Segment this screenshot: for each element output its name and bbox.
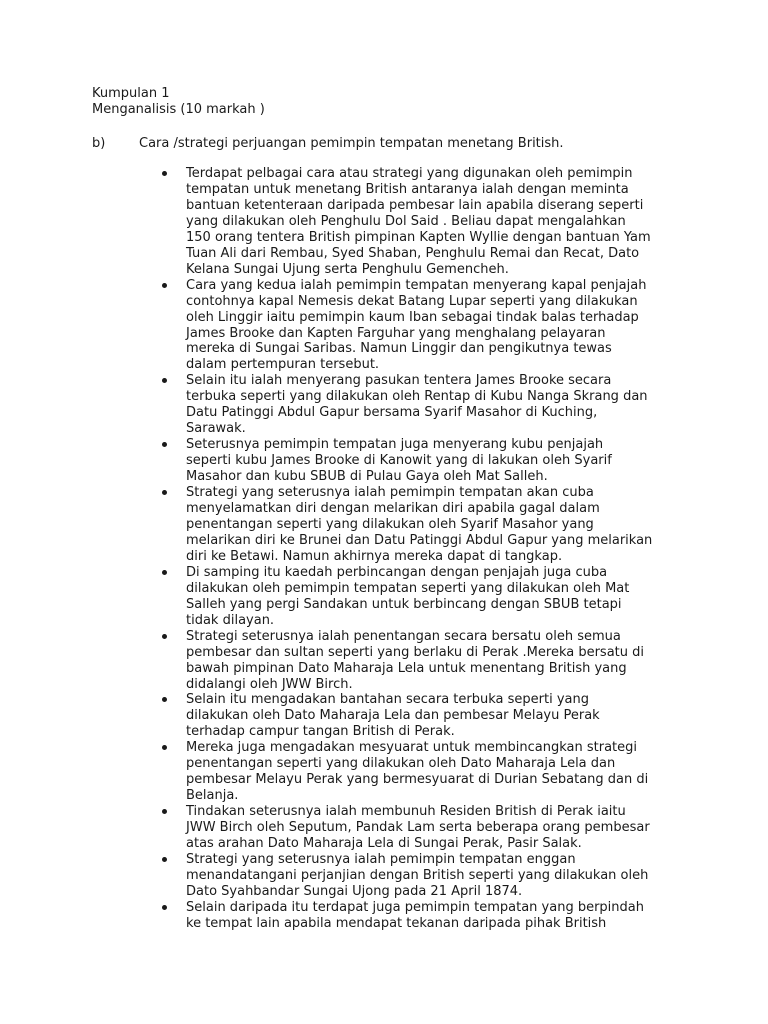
bullet-text-line: Tindakan seterusnya ialah membunuh Residen British di Perak iaitu (186, 804, 626, 820)
bullet-text-line: Seterusnya pemimpin tempatan juga menyerang kubu penjajah (186, 437, 604, 453)
bullet-dot-icon (162, 442, 167, 447)
bullet-item (160, 629, 705, 693)
bullet-dot-icon (162, 905, 167, 910)
bullet-item (160, 852, 705, 900)
bullet-text-line: melarikan diri ke Brunei dan Datu Patinggi Abdul Gapur yang melarikan (186, 532, 653, 548)
bullet-text-line: seperti kubu James Brooke di Kanowit yang di lakukan oleh Syarif (186, 453, 612, 469)
section-heading: Menganalisis (10 markah ) (92, 102, 265, 117)
bullet-text-line: pembesar dan sultan seperti yang berlaku di Perak .Mereka bersatu di (186, 644, 645, 660)
bullet-text-line: Selain daripada itu terdapat juga pemimpin tempatan yang berpindah (186, 899, 644, 915)
bullet-text-line: menandatangani perjanjian dengan British seperti yang dilakukan oleh (186, 867, 649, 883)
bullet-text-line: contohnya kapal Nemesis dekat Batang Lupar seperti yang dilakukan (186, 293, 638, 309)
bullet-text-line: Dato Syahbandar Sungai Ujong pada 21 April 1874. (186, 883, 523, 899)
bullet-text-line: Datu Patinggi Abdul Gapur bersama Syarif Masahor di Kuching, (186, 405, 598, 421)
bullet-dot-icon (162, 697, 167, 702)
bullet-text-line: Mereka juga mengadakan mesyuarat untuk membincangkan strategi (186, 740, 638, 756)
question-label: b) (92, 136, 106, 151)
bullet-item (160, 565, 705, 629)
bullet-dot-icon (162, 857, 167, 862)
bullet-item (160, 485, 705, 565)
bullet-text-line: Cara yang kedua ialah pemimpin tempatan menyerang kapal penjajah (186, 277, 647, 293)
bullet-text-line: Di samping itu kaedah perbincangan dengan penjajah juga cuba (186, 564, 608, 580)
strategy-bullet-list (160, 166, 705, 932)
bullet-text-line: ke tempat lain apabila mendapat tekanan daripada pihak British (186, 915, 607, 931)
bullet-text-line: diri ke Betawi. Namun akhirnya mereka dapat di tangkap. (186, 548, 563, 564)
bullet-text-line: bawah pimpinan Dato Maharaja Lela untuk menentang British yang (186, 660, 627, 676)
bullet-text-line: mereka di Sungai Saribas. Namun Linggir dan pengikutnya tewas (186, 341, 612, 357)
bullet-text-line: terbuka seperti yang dilakukan oleh Rentap di Kubu Nanga Skrang dan (186, 389, 648, 405)
bullet-text-line: oleh Linggir iaitu pemimpin kaum Iban sebagai tindak balas terhadap (186, 309, 639, 325)
bullet-text-line: Terdapat pelbagai cara atau strategi yang digunakan oleh pemimpin (186, 166, 633, 181)
bullet-item (160, 437, 705, 485)
bullet-text-line: dilakukan oleh pemimpin tempatan seperti yang dilakukan oleh Mat (186, 580, 630, 596)
bullet-text-line: dalam pertempuran tersebut. (186, 357, 380, 373)
bullet-item (160, 804, 705, 852)
bullet-dot-icon (162, 283, 167, 288)
bullet-text-line: Strategi seterusnya ialah penentangan secara bersatu oleh semua (186, 628, 621, 644)
bullet-text-line: yang dilakukan oleh Penghulu Dol Said . Beliau dapat mengalahkan (186, 213, 626, 229)
bullet-text-line: pembesar Melayu Perak yang bermesyuarat di Durian Sebatang dan di (186, 772, 649, 788)
bullet-text-line: atas arahan Dato Maharaja Lela di Sungai Perak, Pasir Salak. (186, 836, 582, 852)
question-title: Cara /strategi perjuangan pemimpin tempatan menetang British. (139, 136, 564, 151)
bullet-text-line: Strategi yang seterusnya ialah pemimpin tempatan akan cuba (186, 485, 594, 501)
bullet-dot-icon (162, 745, 167, 750)
bullet-text-line: terhadap campur tangan British di Perak. (186, 724, 455, 740)
bullet-text-line: dilakukan oleh Dato Maharaja Lela dan pembesar Melayu Perak (186, 708, 600, 724)
bullet-text-line: James Brooke dan Kapten Farguhar yang menghalang pelayaran (186, 325, 606, 341)
bullet-text-line: Belanja. (186, 788, 239, 804)
bullet-text-line: Strategi yang seterusnya ialah pemimpin tempatan enggan (186, 851, 576, 867)
bullet-text-line: Sarawak. (186, 421, 246, 437)
group-heading: Kumpulan 1 (92, 86, 170, 101)
bullet-item (160, 740, 705, 804)
bullet-item (160, 278, 705, 374)
bullet-text-line: Selain itu ialah menyerang pasukan tentera James Brooke secara (186, 373, 612, 389)
bullet-dot-icon (162, 378, 167, 383)
bullet-text-line: penentangan seperti yang dilakukan oleh Dato Maharaja Lela dan (186, 756, 616, 772)
bullet-text-line: didalangi oleh JWW Birch. (186, 676, 353, 692)
bullet-text-line: Kelana Sungai Ujung serta Penghulu Gemencheh. (186, 261, 509, 277)
bullet-item (160, 166, 705, 278)
bullet-text-line: menyelamatkan diri dengan melarikan diri apabila gagal dalam (186, 501, 600, 517)
bullet-text-line: penentangan seperti yang dilakukan oleh Syarif Masahor yang (186, 516, 594, 532)
bullet-dot-icon (162, 634, 167, 639)
bullet-text-line: 150 orang tentera British pimpinan Kapten Wyllie dengan bantuan Yam (186, 229, 651, 245)
bullet-text-line: tempatan untuk menetang British antaranya ialah dengan meminta (186, 181, 629, 197)
bullet-item (160, 692, 705, 740)
bullet-text-line: Selain itu mengadakan bantahan secara terbuka seperti yang (186, 692, 589, 708)
bullet-text-line: Salleh yang pergi Sandakan untuk berbincang dengan SBUB tetapi (186, 596, 622, 612)
bullet-text-line: bantuan ketenteraan daripada pembesar lain apabila diserang seperti (186, 197, 644, 213)
bullet-text-line: Masahor dan kubu SBUB di Pulau Gaya oleh Mat Salleh. (186, 469, 548, 485)
bullet-item (160, 373, 705, 437)
bullet-dot-icon (162, 171, 167, 176)
bullet-item (160, 900, 705, 932)
bullet-dot-icon (162, 570, 167, 575)
bullet-dot-icon (162, 490, 167, 495)
bullet-text-line: JWW Birch oleh Seputum, Pandak Lam serta beberapa orang pembesar (186, 820, 650, 836)
bullet-text-line: Tuan Ali dari Rembau, Syed Shaban, Penghulu Remai dan Recat, Dato (186, 245, 640, 261)
bullet-text-line: tidak dilayan. (186, 612, 275, 628)
bullet-dot-icon (162, 809, 167, 814)
